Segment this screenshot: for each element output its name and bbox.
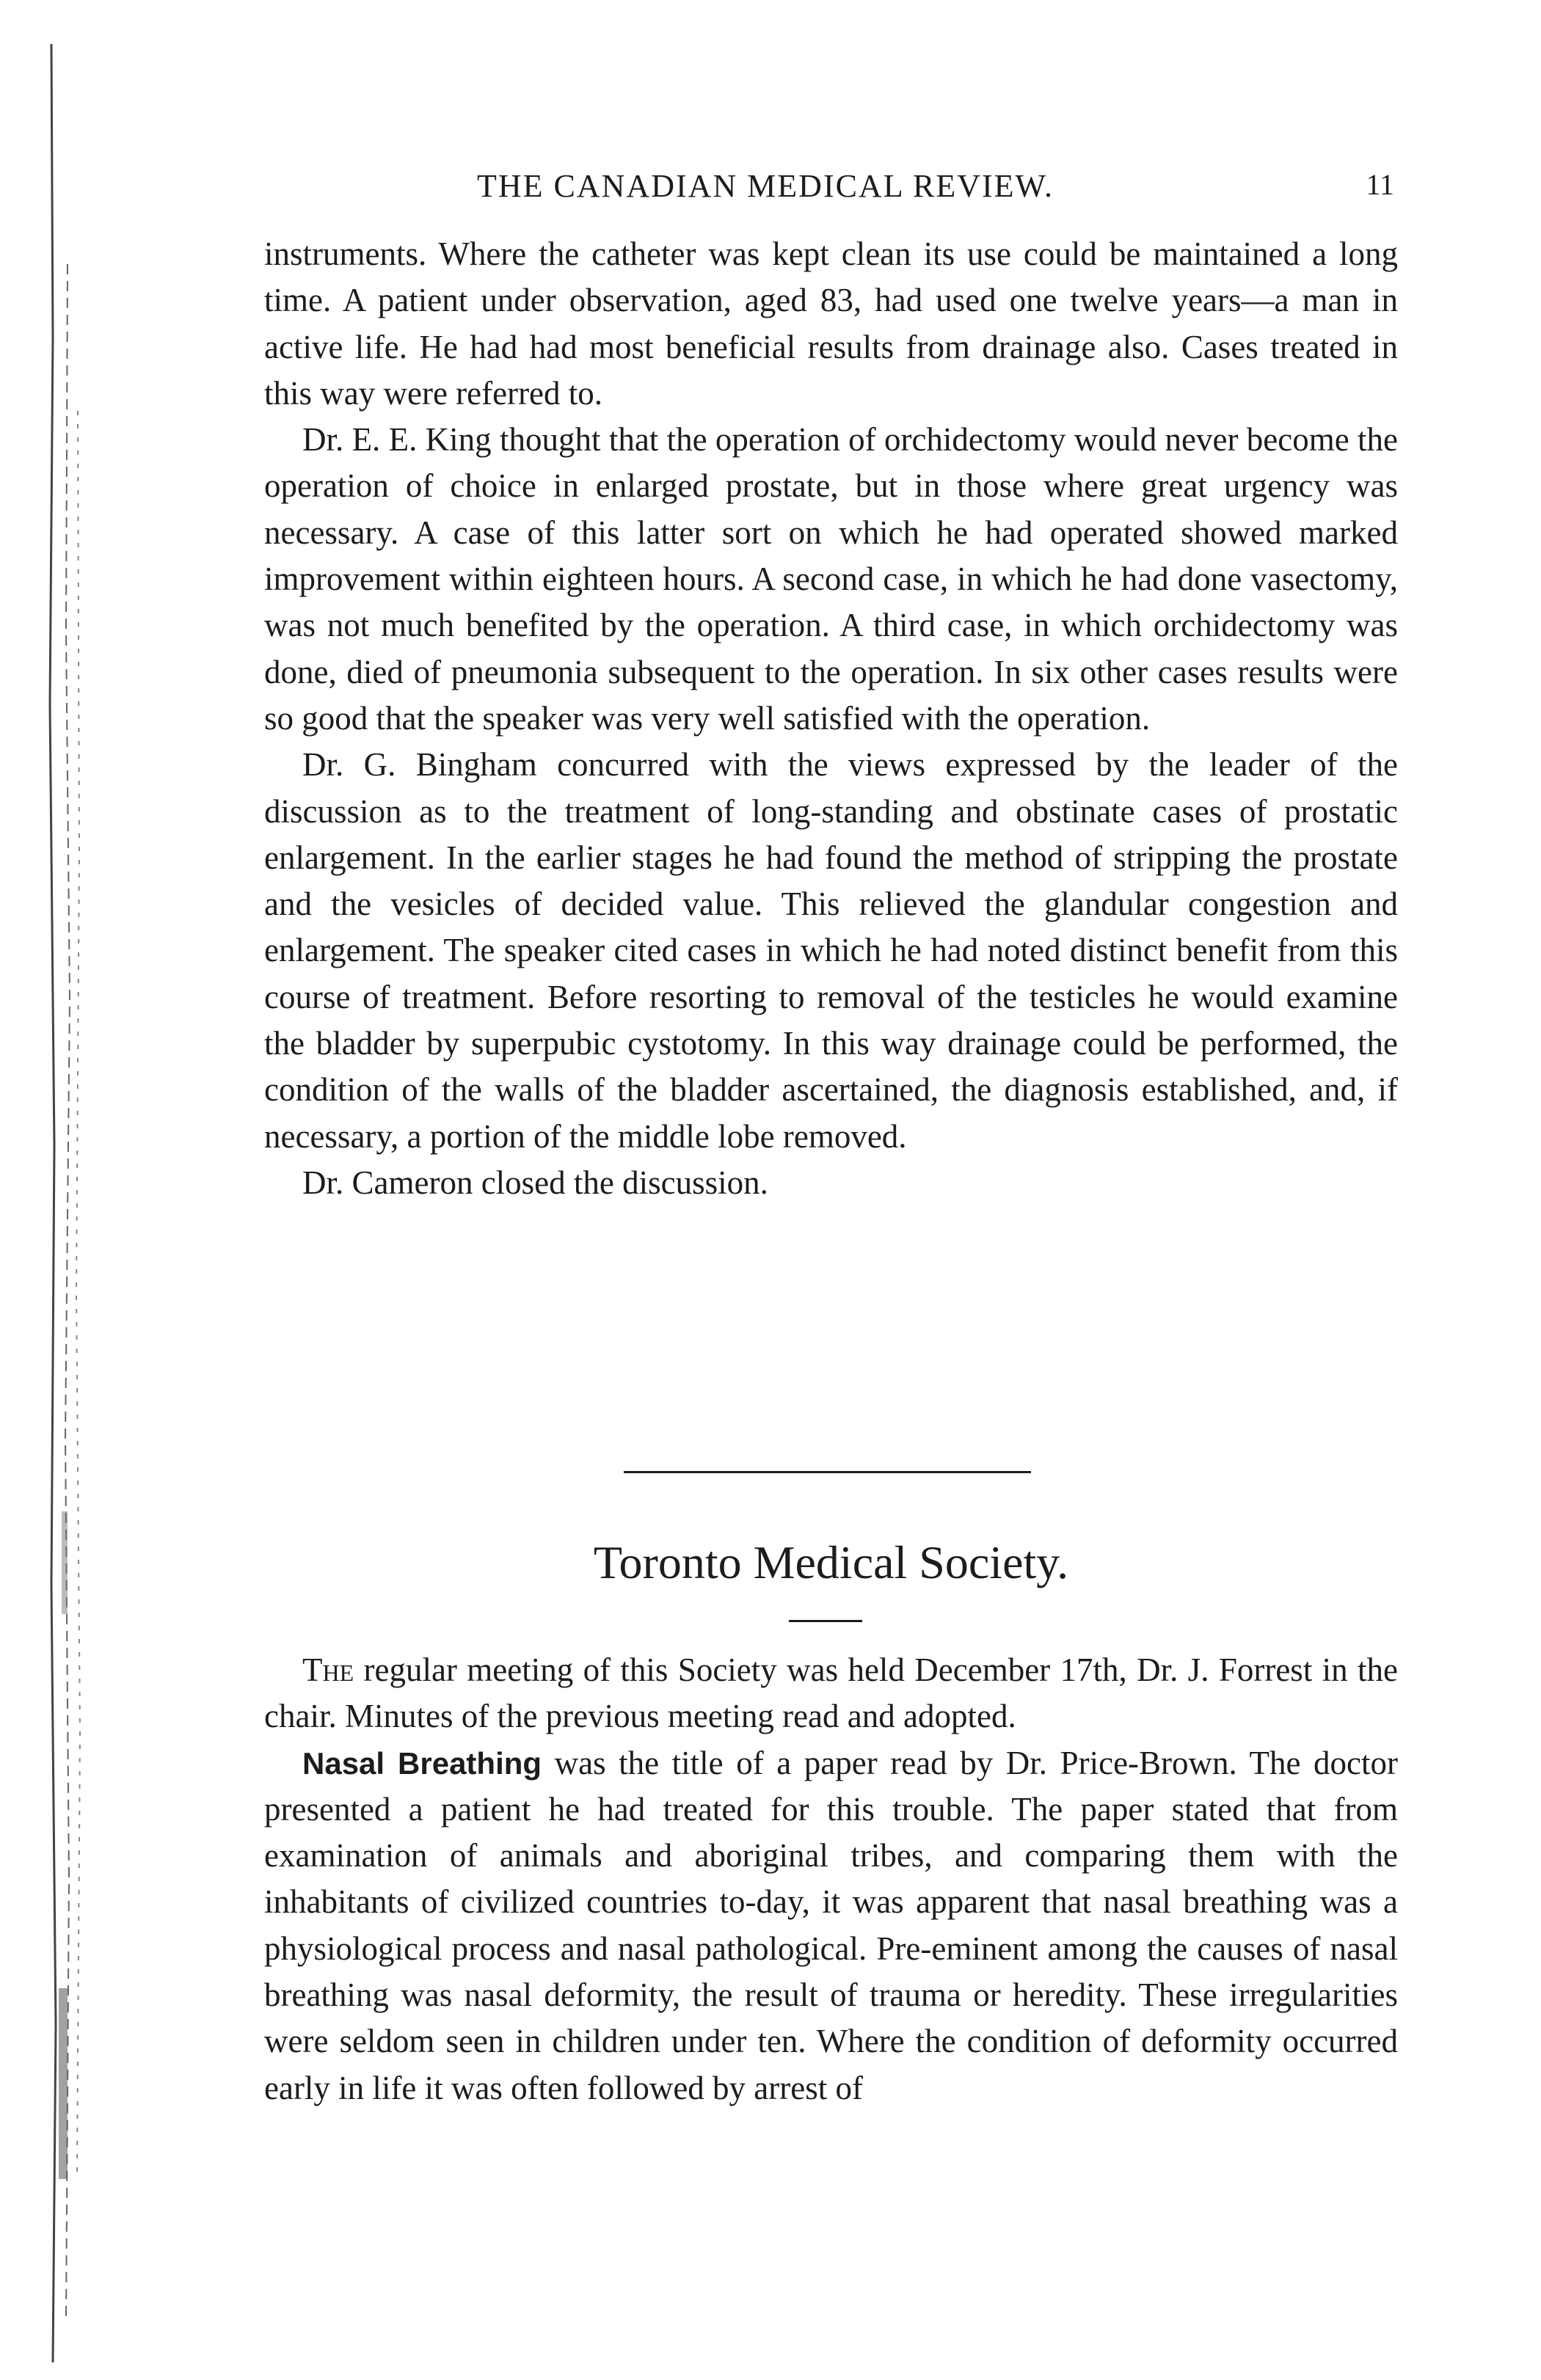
society-meeting-text xyxy=(264,1647,1398,2111)
section-divider-rule xyxy=(624,1471,1031,1473)
page-number: 11 xyxy=(1366,168,1394,201)
section-title: Toronto Medical Society. xyxy=(593,1536,1069,1588)
discussion-text xyxy=(264,231,1398,1206)
paragraph-cameron: Dr. Cameron closed the discussion. xyxy=(302,1164,768,1201)
title-underline-rule xyxy=(789,1620,862,1622)
nasal-breathing-text: was the title of a paper read by Dr. Price-Brown. The doctor presented a patient he had treated for this trouble. The paper stated that from examination of animals and aboriginal tribes, and comparing them with the inhabitants of civilized countries to-day, it was apparent that nasal breathing was a physiological process and nasal pathological. Pre-eminent among the causes of nasal breathing was nasal deformity, the result of trauma or heredity. These irregularities were seldom seen in children under ten. Where the condition of deformity occurred early in life it was often followed by arrest of xyxy=(264,1744,1398,2106)
running-title: THE CANADIAN MEDICAL REVIEW. xyxy=(477,168,1054,204)
run-in-heading: Nasal Breathing xyxy=(302,1745,542,1781)
paragraph-king: Dr. E. E. King thought that the operation of orchidectomy would never become the operation of choice in enlarged prostate, but in those where great urgency was necessary. A case of this latter sort on which he had operated showed marked improvement within eighteen hours. A second case, in which he had done vasectomy, was not much benefited by the operation. A third case, in which orchidectomy was done, died of pneumonia subsequent to the operation. In six other cases results were so good that the speaker was very well satisfied with the operation. xyxy=(264,421,1398,737)
paragraph-nasal-breathing xyxy=(264,1740,1398,2111)
paragraph-meeting xyxy=(264,1647,1398,1740)
binding-edge-marks xyxy=(29,44,95,2362)
lead-word: The xyxy=(302,1651,354,1688)
paragraph-bingham: Dr. G. Bingham concurred with the views expressed by the leader of the discussion as to the treatment of long-standing and obstinate cases of prostatic enlargement. In the earlier stages he had found the method of stripping the prostate and the vesicles of decided value. This relieved the glandular congestion and enlargement. The speaker cited cases in which he had noted distinct benefit from this course of treatment. Before resorting to removal of the testicles he would examine the bladder by superpubic cystotomy. In this way drainage could be performed, the condition of the walls of the bladder ascertained, the diagnosis established, and, if necessary, a portion of the middle lobe removed. xyxy=(264,746,1398,1155)
meeting-text: regular meeting of this Society was held December 17th, Dr. J. Forrest in the chair. Minutes of the previous meeting read and adopted. xyxy=(264,1651,1398,1735)
running-head xyxy=(257,167,1394,211)
paragraph-instruments: instruments. Where the catheter was kept clean its use could be maintained a long time. A patient under observation, aged 83, had used one twelve years—a man in active life. He had had most beneficial results from drainage also. Cases treated in this way were referred to. xyxy=(264,236,1398,412)
